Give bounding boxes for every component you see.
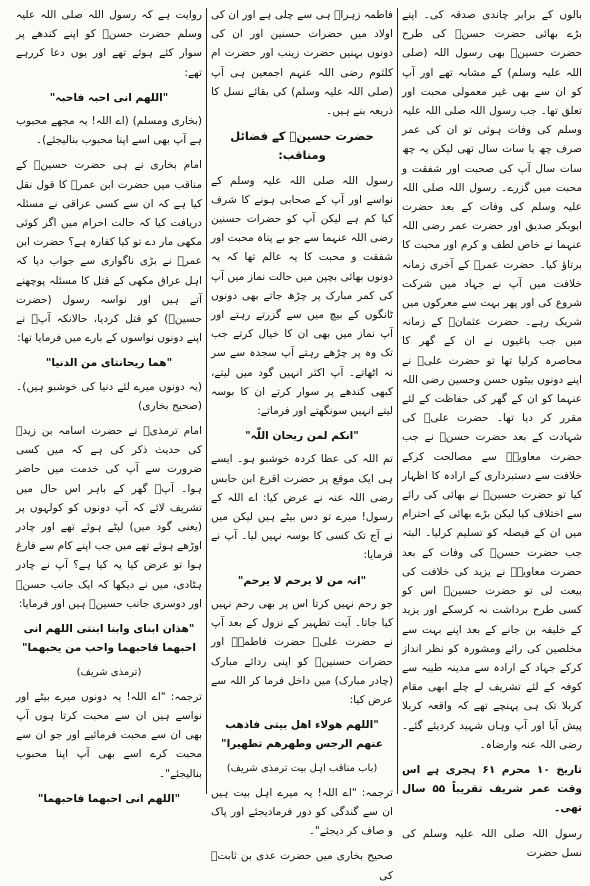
paragraph-translation: (بخاری ومسلم) (اے اللہ! یہ مجھے محبوب ہے آپ بھی اسے اپنا محبوب بنالیجئے)۔ — [16, 115, 202, 147]
paragraph-narration: امام ترمذیؒ نے حضرت اسامہ بن زیدؓ کی حدیث ذکر کی ہے کہ میں کسی ضرورت سے آپ کی خدمت میں حاضر ہوا۔ آپؐ گھر کے باہر اس حال میں تشریف لائے کہ آپ دونوں کو کولہوں پر (یعنی گود میں) لپٹے ہوئے تھے اور چادر اوڑھے ہوئے تھے میں جب اپنے کام سے فارغ ہوا تو عرض کیا یہ کیا ہے؟ آپ نے چادر ہٹادی، میں نے دیکھا کہ ایک جانب حسنؓ اور دوسری جانب حسینؓ ہیں اور فرمایا: — [16, 425, 202, 610]
paragraph-narration: روایت ہے کہ رسول اللہ صلی اللہ علیہ وسلم حضرت حسنؓ کو اپنے کندھے پر سوار کئے ہوئے تھے اور یوں دعا کررہے تھے: — [16, 9, 202, 79]
paragraph-narration: تم اللہ کی عطا کردہ خوشبو ہو۔ ایسے ہی ایک موقع پر حضرت اقرع ابن حابس رضی اللہ عنہ نے عرض کیا: اے اللہ کے رسول! میرے تو دس بیٹے ہیں لیکن میں نے آج تک کسی کا بوسہ نہیں لیا۔ آپ نے فرمایا: — [211, 453, 393, 562]
newspaper-page — [8, 6, 582, 882]
paragraph-translation: (یہ دونوں میرے لئے دنیا کی خوشبو ہیں)۔ (صحیح بخاری) — [16, 380, 202, 412]
paragraph-martyrdom-date: تاریخ ۱۰ محرم ۶۱ ہجری ہے اس وقت عمر شریف تقریباً ۵۵ سال تھی۔ — [402, 763, 582, 815]
column-divider — [206, 8, 207, 794]
paragraph-narration: جو رحم نہیں کرتا اس پر بھی رحم نہیں کیا جاتا۔ آیت تطہیر کے نزول کے بعد آپ نے حضرت علیؓ حضرت فاطمہؓ اور حضرات حسنینؓ کو اپنی ردائے مبارک (چادر مبارک) میں داخل فرما کر اللہ سے عرض کیا: — [211, 597, 393, 706]
paragraph-lineage: فاطمہ زہراؓ ہی سے چلی ہے اور ان کی اولاد میں حضرات حسنین اور ان کی دونوں بہنیں حضرت زینب اور حضرت ام کلثوم رضی اللہ عنہم اجمعین ہی آپ (صلی اللہ علیہ وسلم) کی بقائے نسل کا ذریعہ بنے ہیں۔ — [211, 9, 393, 118]
arabic-quote: "انہ من لا یرحم لا یرحم" — [237, 574, 367, 587]
paragraph-virtues: رسول اللہ صلی اللہ علیہ وسلم کے نواسے اور آپ کے صحابی ہونے کا شرف کیا کم ہے لیکن آپ کو حضرات حسنین رضی اللہ عنہما سے جو بے پناہ محبت اور شفقت و محبت کا یہ عالم تھا کہ یہ دونوں بھائی بچپن میں حالت نماز میں آپ کی کمر مبارک پر چڑھ جاتے بھی دونوں ٹانگوں کے بیچ میں سے گزرتے رہتے اور آپ نماز میں بھی ان کا خیال کرتے جب تک وہ پر چڑھے رہتے آپ سجدہ سے سر نہ اٹھاتے۔ آپ اکثر انہیں گود میں لیتے، کبھی کندھے پر سوار کرتے ان کا بوسہ لیتے انہیں سونگھتے اور فرماتے: — [211, 174, 393, 418]
paragraph-narration: امام بخاری نے ہی حضرت حسینؓ کے مناقب میں حضرت ابن عمرؓ کا قول نقل کیا ہے کہ ان سے کسی عراقی نے مسئلہ دریافت کیا کہ حالت احرام میں اگر کوئی مکھی مار دے تو کیا کفارہ ہے؟ حضرت ابن عمرؓ نے بڑی ناگواری سے جواب دیا کہ اہل عراق مکھی کے قتل کا مسئلہ پوچھنے آتے ہیں اور نواسہ رسول (حضرت حسینؓ) کو قتل کردیا، حالانکہ آپؐ نے اپنے دونوں نواسوں کے بارے میں فرمایا تھا: — [16, 159, 202, 345]
arabic-quote: "اللھم ھولاء اھل بیتی فاذھب عنھم الرجس وطھرھم تطھیرا" — [221, 719, 383, 751]
arabic-quote: "انکم لمن ریحان اللّٰہ" — [245, 430, 359, 443]
reference: (ترمذی شریف) — [76, 666, 142, 678]
arabic-quote: "اللھم انی احبہ فاحبہ" — [49, 91, 169, 104]
paragraph-biography: بالوں کے برابر چاندی صدقہ کی۔ اپنے بڑے بھائی حضرت حسنؓ کی طرح حضرت حسینؓ بھی رسول اللہ (صلی اللہ علیہ وسلم) کے مشابہ تھے اور آپ کو ان سے بھی غیر معمولی محبت اور تعلق تھا۔ جب رسول اللہ صلی اللہ علیہ وسلم کی وفات ہوئی تو ان کی عمر صرف چھ یا سات سال تھی لیکن یہ چھ سات سال آپ کی صحبت اور شفقت و محبت میں گزرے۔ رسول اللہ صلی اللہ علیہ وسلم کی وفات کے بعد حضرت ابوبکر صدیق اور حضرت عمر رضی اللہ عنہما نے خاص لطف و کرم اور محبت کا برتاؤ کیا۔ حضرت عمرؓ کے آخری زمانہ خلافت میں آپ نے جہاد میں شرکت شروع کی اور پھر بہت سے معرکوں میں شریک رہے۔ حضرت عثمانؓ کے زمانہ میں جب باغیوں نے ان کے گھر کا محاصرہ کرلیا تھا تو حضرت علیؓ نے اپنے دونوں بیٹوں حسن وحسین رضی اللہ عنہما کو ان کے گھر کی حفاظت کے لئے مقرر کر دیا تھا۔ حضرت علیؓ کی شہادت کے بعد حضرت حسنؓ نے جب حضرت معاویہؓ سے مصالحت کرکے خلافت سے دستبرداری کے ارادہ کا اظہار کیا تو حضرت حسینؓ نے بھائی کی رائے سے اختلاف کیا لیکن بڑے بھائی کے احترام میں ان کے فیصلہ کو تسلیم کرلیا۔ البتہ جب حضرت حسنؓ کی وفات کے بعد حضرت معاویہؓ نے یزید کی خلافت کی بیعت لی تو حضرت حسینؓ اس کو کسی طرح برداشت نہ کرسکے اور یزید کے خلیفہ بن جانے کے بعد اپنے بہت سے مخلصین کی رائے ومشورہ کو نظر انداز کرکے جہاد کے ارادہ سے مدینہ طیبہ سے کوفہ کے لئے تشریف لے چلے ابھی مقام کربلا تک ہی پہنچے تھے کہ واقعہ کربلا پیش آیا اور آپ وہاں شہید کردیئے گئے۔ رضی اللہ عنہ وارضاہ۔ — [402, 9, 582, 751]
column-left — [16, 6, 202, 805]
column-right — [402, 6, 582, 859]
arabic-quote: "ھما ریحانتای من الدنیا" — [45, 357, 173, 370]
arabic-quote: "ھذان ابنای وابنا ابنتی اللھم انی احبھما فاحبھما واحب من یحبھما" — [21, 623, 197, 655]
column-divider — [397, 8, 398, 794]
arabic-quote: "اللھم انی احبھما فاحبھما" — [37, 792, 181, 805]
paragraph-continuation: صحیح بخاری میں حضرت عدی بن ثابتؓ کی — [211, 850, 393, 882]
reference: (باب مناقب اہل بیت ترمذی شریف) — [226, 762, 378, 774]
column-middle — [211, 6, 393, 882]
section-heading: حضرت حسینؓ کے فضائل ومناقب: — [230, 129, 374, 163]
paragraph-translation: ترجمہ: "اے اللہ! یہ دونوں میرے بیٹے اور نواسے ہیں ان سے محبت کرتا ہوں آپ بھی ان سے محبت فرمائیے اور جو ان سے محبت کرے اسے بھی آپ اپنا محبوب بنالیجئے"۔ — [16, 690, 202, 780]
paragraph-continuation: رسول اللہ صلی اللہ علیہ وسلم کی نسل حضرت — [402, 827, 582, 859]
paragraph-translation: ترجمہ: "اے اللہ! یہ میرے اہل بیت ہیں ان سے گندگی کو دور فرمادیجئے اور پاک و صاف کر دیجئے"۔ — [211, 786, 393, 838]
